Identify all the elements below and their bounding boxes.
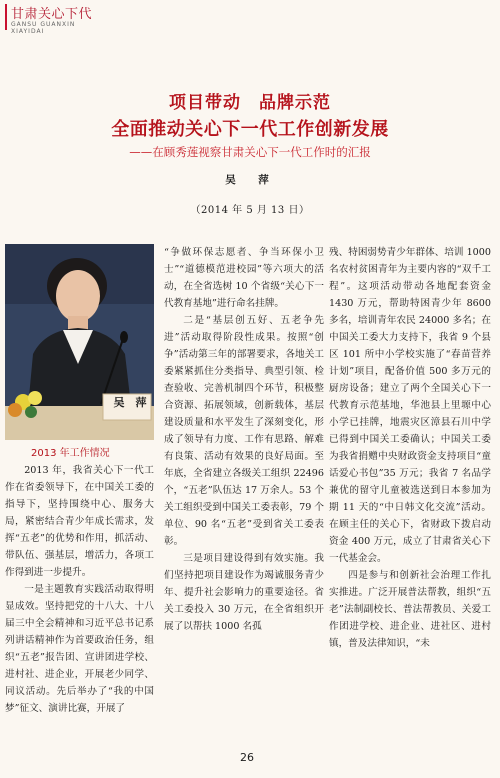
page-number: 26 (240, 751, 254, 764)
name-card-text: 吴 萍 (113, 396, 147, 409)
paragraph: 三是项目建设得到有效实施。我们坚持把项目建设作为竭诚服务青少年、提升社会影响力的重要途径。省关工委投入 30 万元，在全省组织开展了以帮扶 1000 名孤 (164, 553, 324, 632)
text-column-3 (329, 244, 491, 652)
speaker-photo (5, 244, 154, 440)
paragraph: 残、特困弱势青少年群体、培训 1000 名农村贫困青年为主要内容的“双千工程”。这项活动带动各地配套资金 1430 万元，帮助特困青少年 8600 多名，培训青年农民 24000 多名；在中国关工委大力支持下，我省 9 个县区 101 所中小学校实施了“春苗营养计划”项目，配备价值 500 多万元的厨房设备；建立了两个全国关心下一代教育示范基地，华池县上里塬中心小学已挂牌，地震灾区漳县石川中学已得到中国关工委确认；中国关工委为我省捐赠中央财政资金支持项目“童话爱心书包”35 万元；我省 7 名品学兼优的留守儿童被选送到日本参加为期 11 天的“中日韩文化交流”活动。在顾主任的关心下，省财政下拨启动资金 400 万元，成立了甘肃省关心下一代基金会。 (329, 247, 491, 564)
paragraph: 2013 年，我省关心下一代工作在省委领导下，在中国关工委的指导下，坚持围绕中心、服务大局，紧密结合青少年成长需求，发挥“五老”的优势和作用，抓活动、带队伍、强基层，增活力，各项工作得到进一步提升。 (5, 465, 154, 578)
magazine-masthead (5, 3, 125, 33)
article-title-line1: 项目带动 品牌示范 (169, 93, 331, 113)
text-column-1 (5, 462, 154, 717)
article-subtitle: ——在顾秀莲视察甘肃关心下一代工作时的汇报 (129, 145, 371, 159)
paragraph: 一是主题教育实践活动取得明显成效。坚持把党的十八大、十八届三中全会精神和习近平总书记系列讲话精神作为首要政治任务，组织“五老”报告团、宣讲团进学校、进村社、进企业，开展老少同学、同议活动。先后举办了“我的中国梦”征文、演讲比赛，开展了 (5, 584, 154, 714)
masthead-line1: GANSU GUANXIN (11, 21, 76, 28)
text-column-2 (164, 244, 324, 635)
article-title-line2: 全面推动关心下一代工作创新发展 (111, 119, 389, 140)
paragraph: 四是参与和创新社会治理工作扎实推进。广泛开展普法帮教，组织“五老”法制副校长、普法帮教员、关爱工作团进学校、进企业、进社区、进村镇，普及法律知识，“未 (329, 570, 491, 649)
section-heading: 2013 年工作情况 (31, 448, 110, 459)
article-date: （2014 年 5 月 13 日） (190, 205, 310, 216)
paragraph: 二是“基层创五好、五老争先进”活动取得阶段性成果。按照“创争”活动第三年的部署要求，各地关工委紧紧抓住分类指导、典型引领、检查验收、完善机制四个环节，积极整合资源、拓展领域，创新载体，基层建设质量和水平发生了深刻变化，形成了领导有力度、工作有思路、解难有良策、活动有效果的良好局面。至年底，全省建立各级关工组织 22496 个，“五老”队伍达 17 万余人。53 个关工组织受到中国关工委表彰，79 个单位、90 名“五老”受到省关工委表彰。 (164, 315, 324, 547)
article-author: 吴 萍 (225, 174, 275, 186)
paragraph: “争做环保志愿者、争当环保小卫士”“道德模范进校园”等六项大的活动，在全省选树 10 个省级“关心下一代教育基地”进行命名挂牌。 (164, 247, 324, 309)
masthead-line2: XIAYIDAI (11, 28, 45, 35)
masthead-logo: 甘肃关心下代 (11, 7, 93, 22)
